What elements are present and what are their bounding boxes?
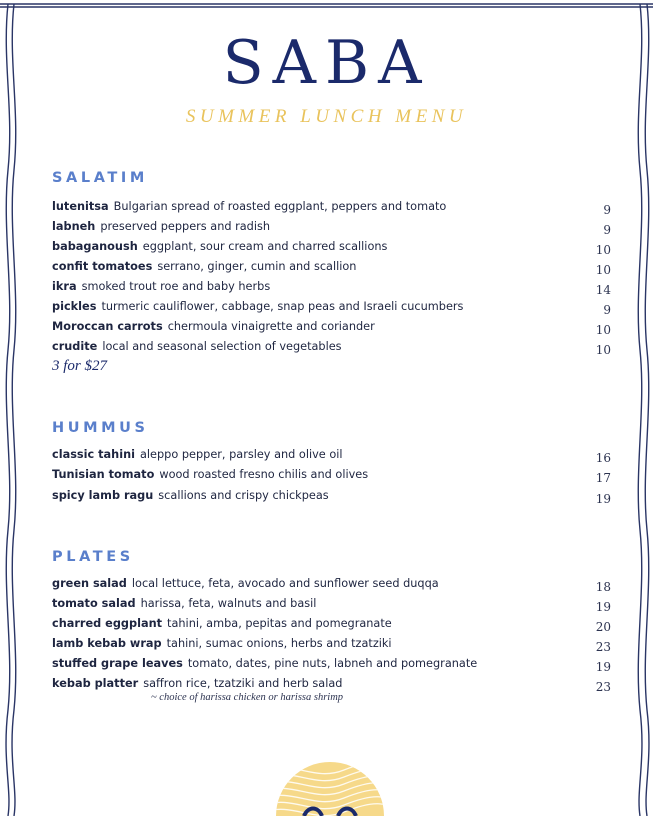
item-price: 10 xyxy=(595,343,611,357)
item-price: 10 xyxy=(595,243,611,257)
item-name: charred eggplant xyxy=(52,617,163,630)
menu-item xyxy=(52,218,617,236)
sun-wave-logo-icon xyxy=(274,760,386,816)
item-description: tahini, amba, pepitas and pomegranate xyxy=(167,617,392,630)
menu-item xyxy=(52,198,617,216)
item-price: 19 xyxy=(595,600,611,614)
item-name: tomato salad xyxy=(52,597,136,610)
item-price: 9 xyxy=(603,223,611,237)
item-name: lamb kebab wrap xyxy=(52,637,162,650)
menu-item xyxy=(52,298,617,316)
item-description: saffron rice, tzatziki and herb salad xyxy=(143,677,343,690)
menu-item xyxy=(52,338,617,356)
menu-item xyxy=(52,278,617,296)
item-price: 9 xyxy=(603,203,611,217)
item-name: spicy lamb ragu xyxy=(52,489,154,502)
item-price: 10 xyxy=(595,323,611,337)
item-description: Bulgarian spread of roasted eggplant, peppers and tomato xyxy=(113,200,447,213)
item-description: tahini, sumac onions, herbs and tzatziki xyxy=(166,637,392,650)
item-price: 10 xyxy=(595,263,611,277)
item-price: 17 xyxy=(595,471,611,485)
menu-item xyxy=(52,615,617,633)
item-price: 14 xyxy=(595,283,611,297)
menu-item xyxy=(52,655,617,673)
menu-item xyxy=(52,675,617,693)
item-price: 20 xyxy=(595,620,611,634)
menu-item xyxy=(52,466,617,484)
item-name: pickles xyxy=(52,300,97,313)
item-description: harissa, feta, walnuts and basil xyxy=(140,597,317,610)
menu-item xyxy=(52,446,617,464)
item-name: ikra xyxy=(52,280,77,293)
menu-item xyxy=(52,258,617,276)
item-name: crudite xyxy=(52,340,98,353)
item-description: local lettuce, feta, avocado and sunflower seed duqqa xyxy=(131,577,439,590)
section-heading-plates: PLATES xyxy=(52,549,134,565)
item-description: chermoula vinaigrette and coriander xyxy=(167,320,375,333)
item-name: Tunisian tomato xyxy=(52,468,155,481)
item-price: 19 xyxy=(595,660,611,674)
item-name: green salad xyxy=(52,577,127,590)
item-description: aleppo pepper, parsley and olive oil xyxy=(140,448,343,461)
kebab-platter-note: ~ choice of harissa chicken or harissa shrimp xyxy=(151,692,344,703)
item-price: 23 xyxy=(595,640,611,654)
menu-item xyxy=(52,635,617,653)
item-name: labneh xyxy=(52,220,96,233)
item-name: Moroccan carrots xyxy=(52,320,163,333)
item-description: eggplant, sour cream and charred scallions xyxy=(142,240,388,253)
item-price: 9 xyxy=(603,303,611,317)
item-description: tomato, dates, pine nuts, labneh and pomegranate xyxy=(187,657,478,670)
item-price: 18 xyxy=(595,580,611,594)
item-description: local and seasonal selection of vegetables xyxy=(102,340,342,353)
item-description: scallions and crispy chickpeas xyxy=(158,489,329,502)
menu-item xyxy=(52,487,617,505)
item-name: stuffed grape leaves xyxy=(52,657,183,670)
item-name: kebab platter xyxy=(52,677,139,690)
menu-item xyxy=(52,575,617,593)
menu-item xyxy=(52,595,617,613)
salatim-combo-note: 3 for $27 xyxy=(52,358,108,374)
item-description: wood roasted fresno chilis and olives xyxy=(159,468,369,481)
item-price: 19 xyxy=(595,492,611,506)
menu-item xyxy=(52,318,617,336)
section-heading-hummus: HUMMUS xyxy=(52,420,149,436)
menu-subtitle: SUMMER LUNCH MENU xyxy=(185,106,468,127)
item-description: turmeric cauliflower, cabbage, snap peas and Israeli cucumbers xyxy=(101,300,464,313)
item-price: 16 xyxy=(595,451,611,465)
item-price: 23 xyxy=(595,680,611,694)
menu-item xyxy=(52,238,617,256)
item-description: smoked trout roe and baby herbs xyxy=(81,280,271,293)
section-heading-salatim: SALATIM xyxy=(52,170,148,186)
item-name: babaganoush xyxy=(52,240,138,253)
item-name: lutenitsa xyxy=(52,200,109,213)
item-name: confit tomatoes xyxy=(52,260,153,273)
item-description: preserved peppers and radish xyxy=(100,220,271,233)
item-name: classic tahini xyxy=(52,448,135,461)
item-description: serrano, ginger, cumin and scallion xyxy=(157,260,357,273)
restaurant-title: SABA xyxy=(222,28,431,98)
